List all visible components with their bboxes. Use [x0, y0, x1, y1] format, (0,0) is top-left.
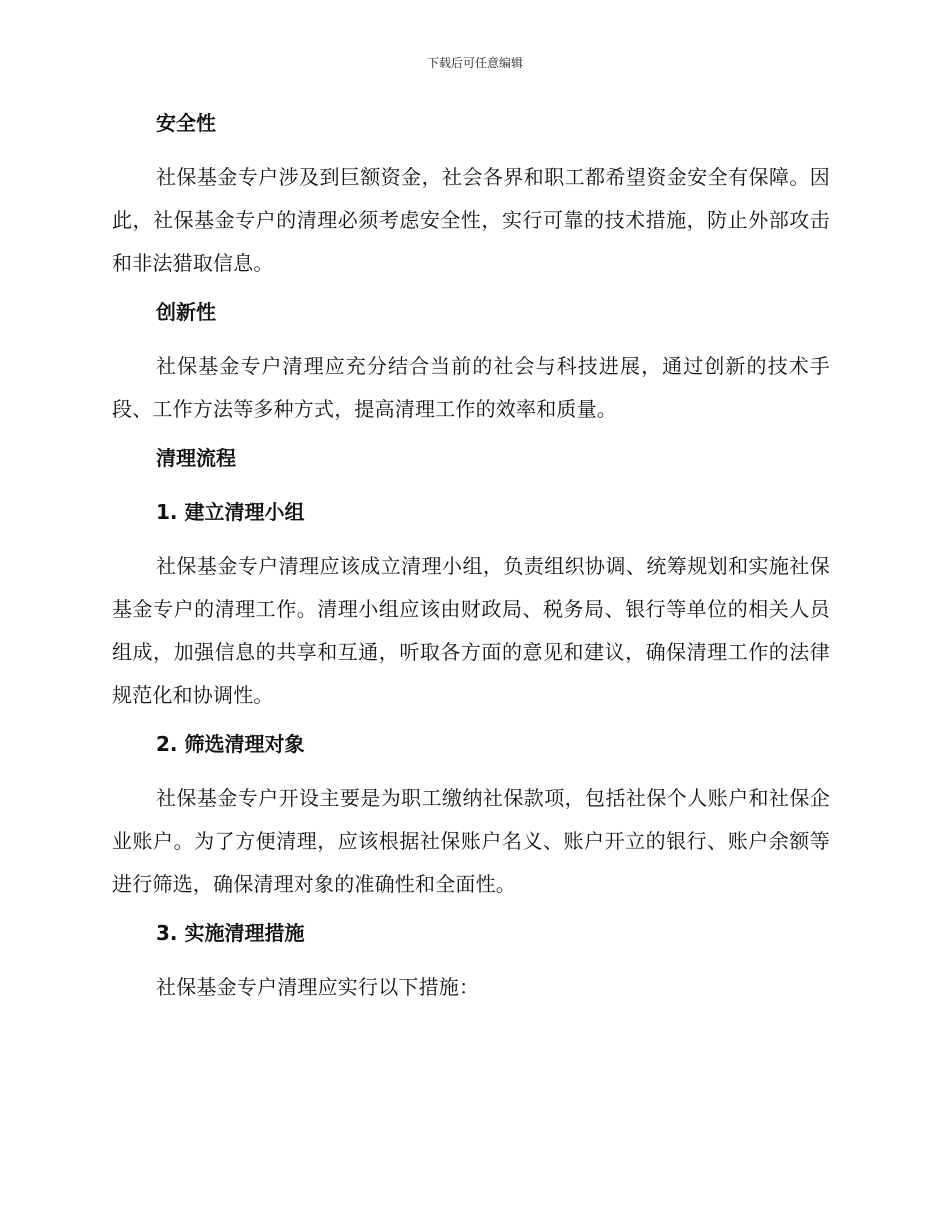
document-body — [112, 108, 830, 1021]
paragraph-innovation: 社保基金专户清理应充分结合当前的社会与科技进展，通过创新的技术手段、工作方法等多种方式，提高清理工作的效率和质量。 — [112, 354, 830, 421]
subheading-step-2: 2. 筛选清理对象 — [156, 732, 305, 756]
section-heading-safety: 安全性 — [156, 111, 216, 135]
subheading-step-3: 3. 实施清理措施 — [156, 921, 305, 945]
section-heading-process: 清理流程 — [156, 446, 236, 470]
page-header: 下载后可任意编辑 — [426, 56, 523, 70]
paragraph-step-1: 社保基金专户清理应该成立清理小组，负责组织协调、统筹规划和实施社保基金专户的清理工作。清理小组应该由财政局、税务局、银行等单位的相关人员组成，加强信息的共享和互通，听取各方面的意见和建议，确保清理工作的法律规范化和协调性。 — [112, 554, 830, 707]
section-heading-innovation: 创新性 — [156, 300, 216, 324]
paragraph-step-2: 社保基金专户开设主要是为职工缴纳社保款项，包括社保个人账户和社保企业账户。为了方便清理，应该根据社保账户名义、账户开立的银行、账户余额等进行筛选，确保清理对象的准确性和全面性。 — [112, 786, 830, 896]
subheading-step-1: 1. 建立清理小组 — [156, 500, 305, 524]
paragraph-safety: 社保基金专户涉及到巨额资金，社会各界和职工都希望资金安全有保障。因此，社保基金专户的清理必须考虑安全性，实行可靠的技术措施，防止外部攻击和非法猎取信息。 — [112, 165, 830, 275]
paragraph-step-3: 社保基金专户清理应实行以下措施： — [156, 975, 480, 999]
